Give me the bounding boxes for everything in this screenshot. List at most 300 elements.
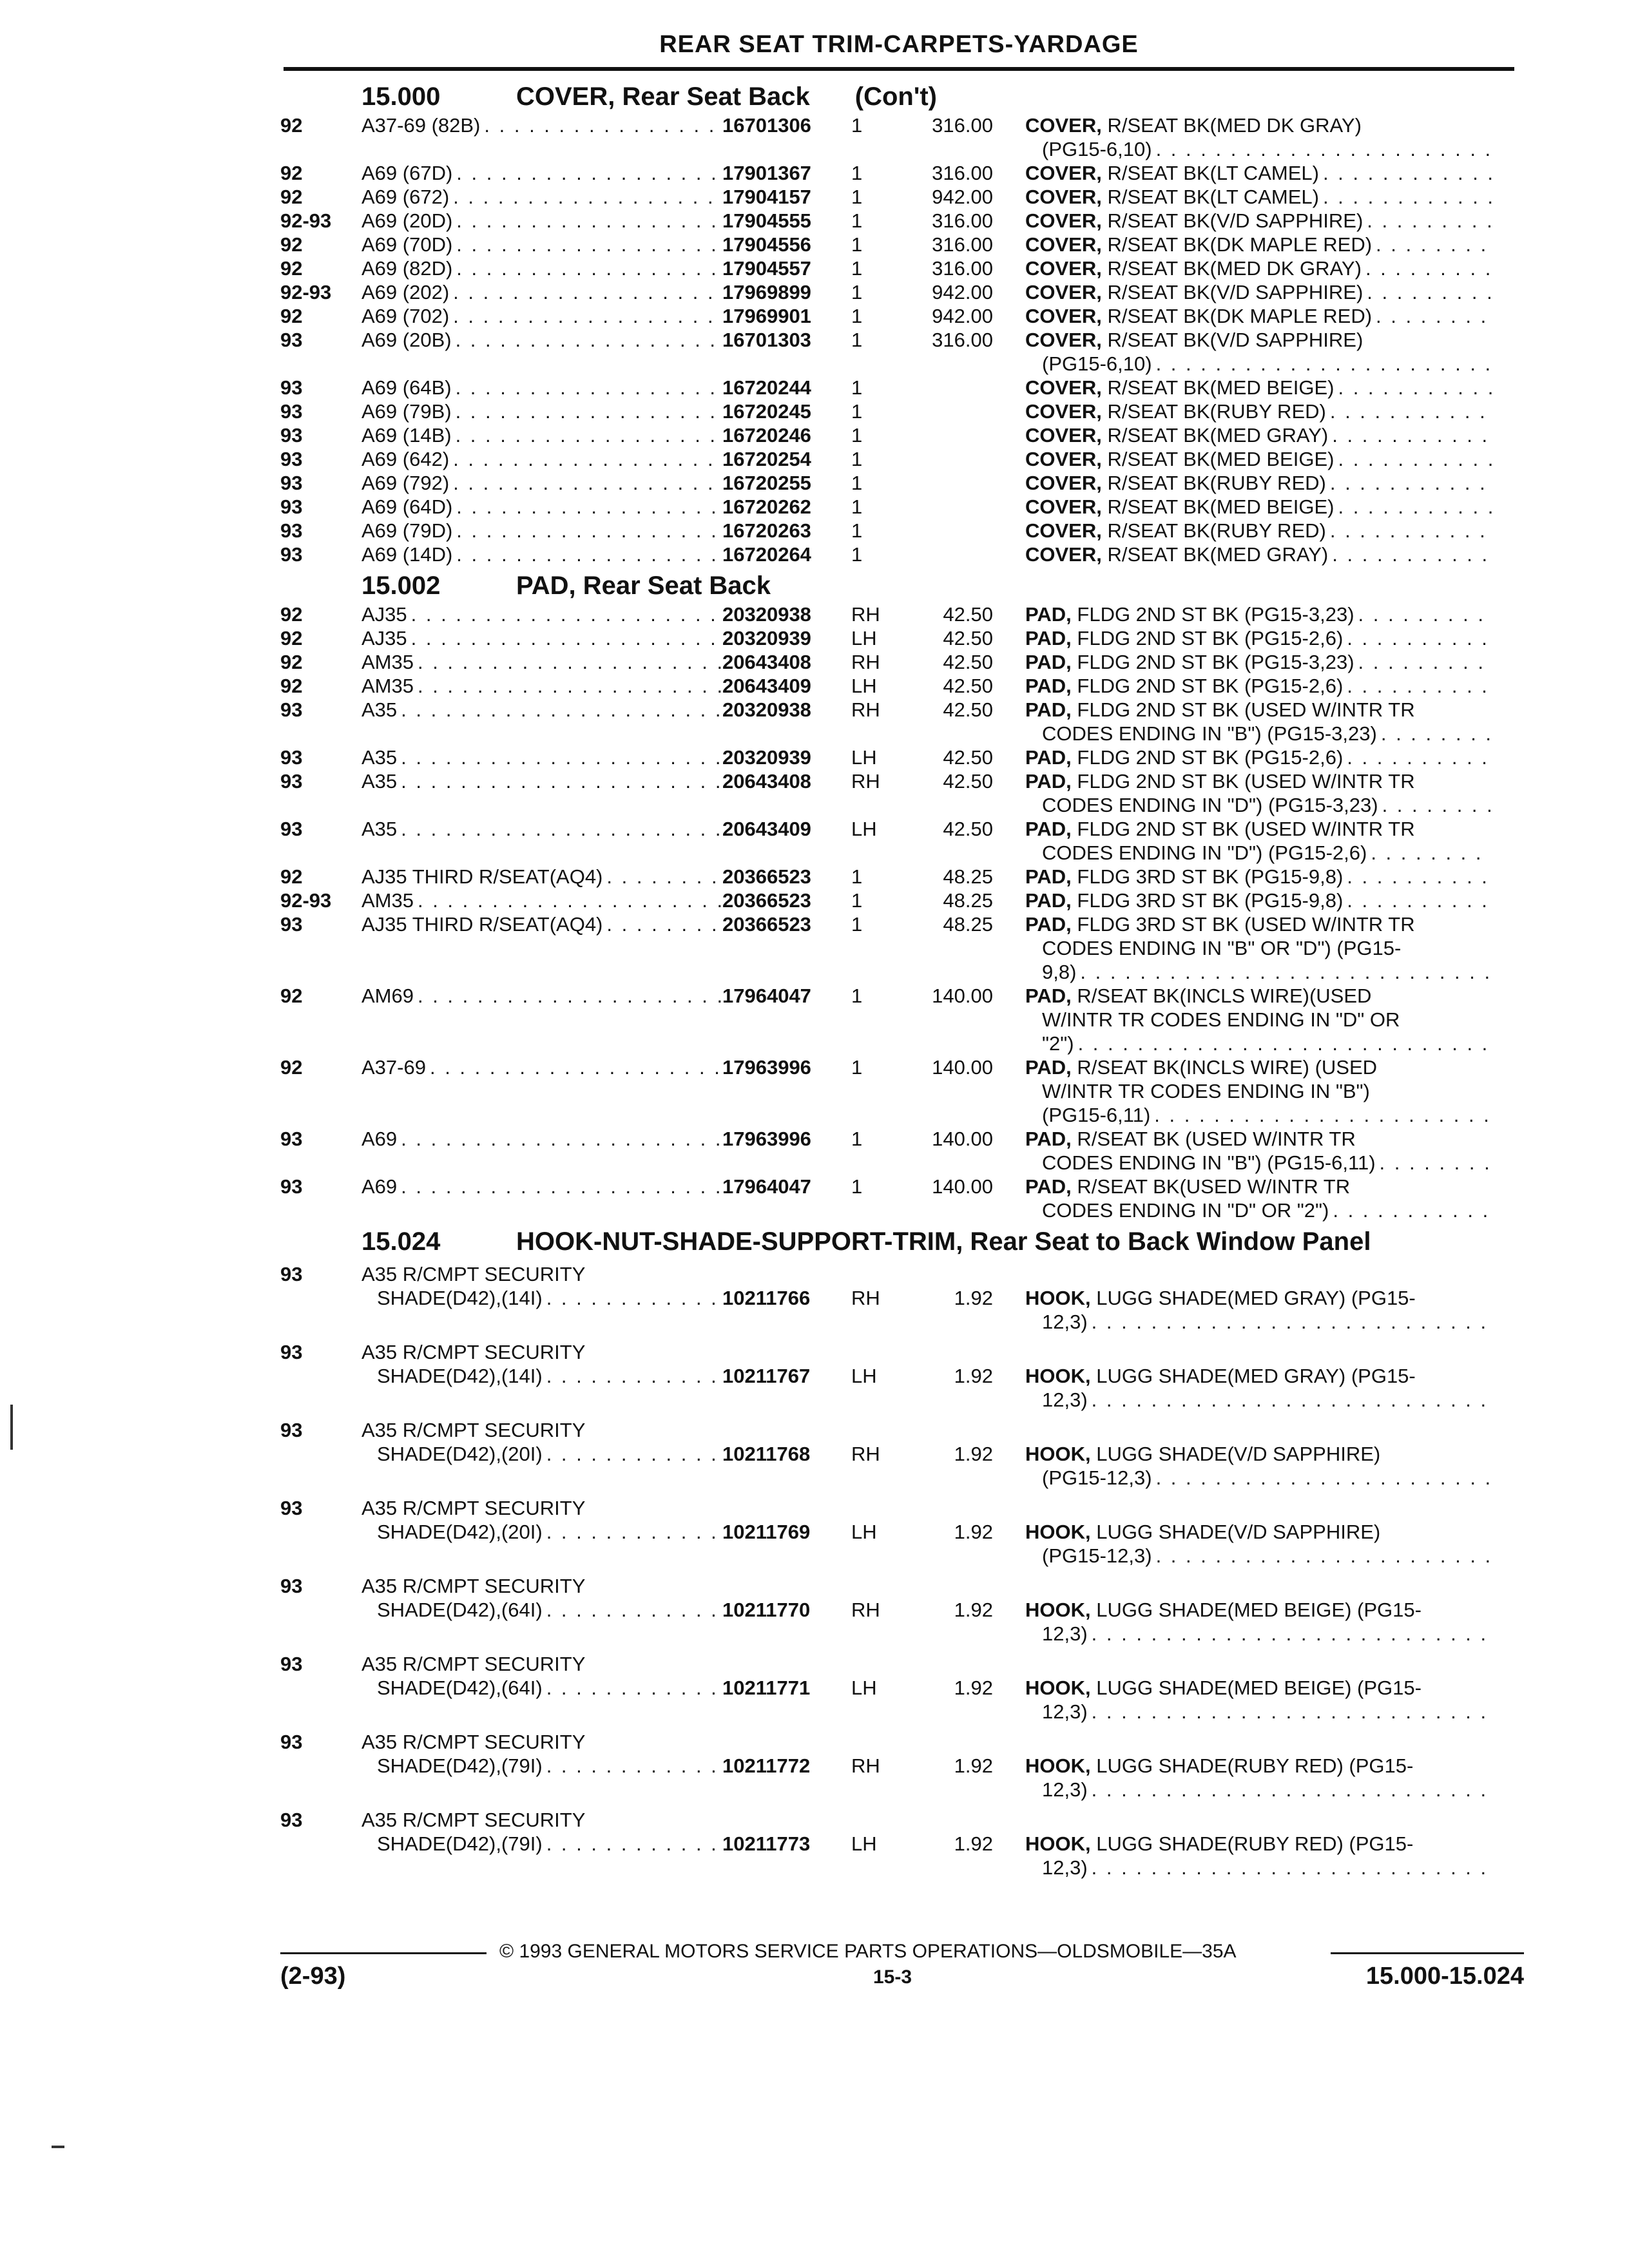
description-text: CODES ENDING IN "B" OR "D") (PG15- (1042, 937, 1402, 959)
description (1025, 674, 1492, 698)
part-number: 16701303 (722, 329, 811, 351)
table-row (280, 161, 1524, 185)
description-line (1025, 328, 1492, 352)
dot-leader (449, 304, 722, 328)
description (1025, 1175, 1492, 1222)
quantity: 1 (851, 472, 863, 494)
description-text: FLDG 2ND ST BK (PG15-2,6) (1077, 627, 1344, 649)
part-number: 17964047 (722, 1175, 811, 1198)
quantity: RH (851, 651, 880, 673)
quantity: 1 (851, 519, 863, 542)
description-line (1025, 984, 1492, 1008)
description-noun: HOOK, (1025, 1521, 1091, 1543)
description-noun: PAD, (1025, 627, 1072, 649)
body-line (361, 1598, 738, 1622)
model-year: 92-93 (280, 281, 332, 303)
table-row (280, 495, 1524, 519)
body-text: A69 (82D) (361, 257, 453, 280)
description-noun: COVER, (1025, 209, 1102, 232)
body-style (361, 209, 722, 233)
table-row (280, 745, 1524, 769)
section-number: 15.002 (361, 572, 441, 600)
body-style (361, 161, 722, 185)
body-style (361, 1055, 722, 1079)
dot-leader (1152, 1544, 1492, 1568)
dot-leader (452, 423, 722, 447)
body-text: A35 R/CMPT SECURITY (361, 1809, 586, 1831)
quantity: 1 (851, 913, 863, 936)
price: 1.92 (954, 1677, 993, 1699)
description (1025, 280, 1492, 304)
part-number: 16720244 (722, 376, 811, 399)
body-line (361, 912, 722, 936)
body-text: A35 R/CMPT SECURITY (361, 1263, 586, 1285)
body-text: A35 (361, 746, 398, 769)
dot-leader (407, 602, 722, 626)
section-title-wrap (516, 82, 1524, 111)
table-row (280, 423, 1524, 447)
dot-leader (480, 113, 722, 137)
part-number: 16720263 (722, 519, 811, 542)
body-text: SHADE(D42),(14I) (377, 1287, 543, 1309)
part-number: 17969901 (722, 305, 811, 327)
description-noun: HOOK, (1025, 1365, 1091, 1387)
description-line (1025, 674, 1492, 698)
body-style (361, 447, 722, 471)
body-text: SHADE(D42),(79I) (377, 1754, 543, 1777)
body-text: A69 (64D) (361, 495, 453, 518)
price: 140.00 (932, 985, 993, 1007)
part-number: 16720262 (722, 495, 811, 518)
dot-leader (1088, 1778, 1492, 1802)
body-line (361, 399, 722, 423)
description-line (1025, 889, 1492, 912)
description-text: FLDG 2ND ST BK (USED W/INTR TR (1077, 818, 1415, 840)
description-line (1025, 1079, 1492, 1103)
table-row (280, 280, 1524, 304)
dot-leader (543, 1754, 738, 1778)
quantity: RH (851, 1599, 880, 1621)
part-number: 20643408 (722, 770, 811, 793)
part-number: 16720245 (722, 400, 811, 423)
description (1025, 447, 1492, 471)
body-style (361, 698, 722, 722)
description (1025, 519, 1492, 543)
model-year: 93 (280, 1263, 303, 1285)
description-text: R/SEAT BK (USED W/INTR TR (1077, 1128, 1356, 1150)
body-text: A35 R/CMPT SECURITY (361, 1731, 586, 1753)
description-line (1025, 793, 1492, 817)
description-text: R/SEAT BK(LT CAMEL) (1107, 186, 1319, 208)
body-text: A35 R/CMPT SECURITY (361, 1653, 586, 1675)
description-line (1025, 698, 1492, 722)
dot-leader (543, 1442, 738, 1466)
table-row (280, 399, 1524, 423)
description-noun: HOOK, (1025, 1599, 1091, 1621)
dot-leader (1076, 960, 1492, 984)
dot-leader (449, 447, 722, 471)
description (1025, 698, 1492, 745)
description (1025, 113, 1492, 161)
description-text: LUGG SHADE(MED GRAY) (PG15- (1096, 1365, 1416, 1387)
description-line (1025, 841, 1492, 865)
dot-leader (1150, 1103, 1492, 1127)
part-number: 10211773 (722, 1832, 811, 1855)
description-text: CODES ENDING IN "D") (PG15-2,6) (1042, 841, 1367, 864)
description-line (1025, 602, 1492, 626)
body-style (361, 1496, 722, 1544)
dot-leader (452, 161, 722, 185)
description-line (1025, 376, 1492, 399)
body-text: A35 R/CMPT SECURITY (361, 1419, 586, 1441)
dot-leader (1088, 1856, 1492, 1879)
part-number: 20320939 (722, 746, 811, 769)
quantity: LH (851, 818, 877, 840)
description-line (1025, 1310, 1492, 1334)
part-number: 20643409 (722, 818, 811, 840)
quantity: 1 (851, 543, 863, 566)
description-text: R/SEAT BK(INCLS WIRE)(USED (1077, 985, 1372, 1007)
description-text: R/SEAT BK(MED BEIGE) (1107, 448, 1335, 470)
description-line (1025, 471, 1492, 495)
description-noun: COVER, (1025, 305, 1102, 327)
body-text: SHADE(D42),(79I) (377, 1832, 543, 1855)
body-style (361, 304, 722, 328)
part-number: 16720246 (722, 424, 811, 447)
body-line (361, 1055, 722, 1079)
quantity: 1 (851, 865, 863, 888)
description (1025, 602, 1492, 626)
description (1025, 1127, 1492, 1175)
description-text: (PG15-6,10) (1042, 352, 1152, 375)
body-style (361, 1175, 722, 1198)
description-text: CODES ENDING IN "B") (PG15-6,11) (1042, 1151, 1376, 1174)
page-header (284, 28, 1514, 71)
part-number: 16720264 (722, 543, 811, 566)
body-line (361, 1262, 722, 1286)
table-row (280, 1496, 1524, 1568)
description (1025, 423, 1492, 447)
body-line (361, 233, 722, 256)
description-text: R/SEAT BK(USED W/INTR TR (1077, 1175, 1351, 1198)
description-line (1025, 960, 1492, 984)
model-year: 93 (280, 495, 303, 518)
dot-leader (407, 626, 722, 650)
description-noun: COVER, (1025, 495, 1102, 518)
description-text: R/SEAT BK(RUBY RED) (1107, 519, 1326, 542)
description-line (1025, 1175, 1492, 1198)
dot-leader (1088, 1388, 1492, 1412)
part-number: 10211767 (722, 1365, 811, 1387)
body-text: A69 (642) (361, 448, 450, 470)
scan-mark (10, 1405, 13, 1450)
description-noun: PAD, (1025, 675, 1072, 697)
body-text: A69 (702) (361, 305, 450, 327)
description-text: FLDG 2ND ST BK (USED W/INTR TR (1077, 770, 1415, 793)
description-line (1025, 209, 1492, 233)
body-line (361, 1754, 738, 1778)
description-line (1025, 912, 1492, 936)
dot-leader (426, 1055, 722, 1079)
body-style (361, 543, 722, 566)
model-year: 93 (280, 1341, 303, 1363)
description-noun: COVER, (1025, 281, 1102, 303)
model-year: 93 (280, 1653, 303, 1675)
body-style (361, 745, 722, 769)
dot-leader (1343, 745, 1492, 769)
description-noun: COVER, (1025, 233, 1102, 256)
quantity: RH (851, 770, 880, 793)
body-style (361, 769, 722, 793)
description (1025, 817, 1492, 865)
body-line (361, 889, 722, 912)
body-line (361, 1340, 722, 1364)
description-noun: HOOK, (1025, 1754, 1091, 1777)
table-row (280, 209, 1524, 233)
table-row (280, 1175, 1524, 1222)
description-text: FLDG 2ND ST BK (PG15-3,23) (1077, 603, 1354, 626)
dot-leader (1152, 352, 1492, 376)
description (1025, 471, 1492, 495)
description-line (1025, 352, 1492, 376)
description (1025, 769, 1492, 817)
body-text: SHADE(D42),(64I) (377, 1677, 543, 1699)
price: 316.00 (932, 233, 993, 256)
section-title-wrap (516, 1227, 1524, 1256)
section-title: HOOK-NUT-SHADE-SUPPORT-TRIM, Rear Seat to Back Window Panel (516, 1227, 1371, 1256)
body-line (361, 817, 722, 841)
description (1025, 1055, 1492, 1127)
description-text: R/SEAT BK(MED BEIGE) (1107, 495, 1335, 518)
price: 140.00 (932, 1056, 993, 1079)
section-heading (280, 1227, 1524, 1256)
description (1025, 889, 1492, 912)
body-text: A69 (672) (361, 186, 450, 208)
description (1025, 399, 1492, 423)
price: 140.00 (932, 1175, 993, 1198)
price: 316.00 (932, 329, 993, 351)
quantity: RH (851, 1754, 880, 1777)
description-line (1025, 1700, 1492, 1724)
description-text: R/SEAT BK(INCLS WIRE) (USED (1077, 1056, 1378, 1079)
dot-leader (1152, 1466, 1492, 1490)
description-text: R/SEAT BK(DK MAPLE RED) (1107, 233, 1373, 256)
model-year: 93 (280, 329, 303, 351)
description-noun: PAD, (1025, 603, 1072, 626)
body-line (361, 256, 722, 280)
body-text: AJ35 THIRD R/SEAT(AQ4) (361, 913, 603, 936)
description (1025, 865, 1492, 889)
dot-leader (397, 698, 722, 722)
body-style (361, 1652, 722, 1700)
price: 1.92 (954, 1754, 993, 1777)
dot-leader (1329, 1198, 1492, 1222)
body-style (361, 185, 722, 209)
description-line (1025, 1856, 1492, 1879)
price: 1.92 (954, 1365, 993, 1387)
description-text: 12,3) (1042, 1389, 1088, 1411)
price: 48.25 (943, 889, 993, 912)
part-number: 16701306 (722, 114, 811, 137)
part-number: 16720254 (722, 448, 811, 470)
description (1025, 495, 1492, 519)
dot-leader (1334, 376, 1492, 399)
quantity: RH (851, 603, 880, 626)
description-noun: PAD, (1025, 865, 1072, 888)
price: 942.00 (932, 305, 993, 327)
dot-leader (452, 328, 722, 352)
description-noun: COVER, (1025, 472, 1102, 494)
quantity: 1 (851, 1175, 863, 1198)
description-noun: COVER, (1025, 543, 1102, 566)
quantity: RH (851, 1443, 880, 1465)
body-line (361, 113, 722, 137)
description-text: (PG15-12,3) (1042, 1466, 1152, 1489)
description-noun: PAD, (1025, 913, 1072, 936)
body-style (361, 1340, 722, 1388)
description-noun: COVER, (1025, 424, 1102, 447)
body-text: AM35 (361, 889, 414, 912)
description (1025, 1832, 1492, 1879)
description-text: FLDG 2ND ST BK (PG15-3,23) (1077, 651, 1354, 673)
part-number: 17969899 (722, 281, 811, 303)
body-line (361, 626, 722, 650)
description-text: FLDG 2ND ST BK (PG15-2,6) (1077, 675, 1344, 697)
body-text: A69 (792) (361, 472, 450, 494)
part-number: 20643409 (722, 675, 811, 697)
quantity: LH (851, 746, 877, 769)
section-heading (280, 572, 1524, 600)
body-text: AM35 (361, 651, 414, 673)
model-year: 93 (280, 746, 303, 769)
parts-list (280, 77, 1524, 1879)
part-number: 20320938 (722, 603, 811, 626)
description (1025, 233, 1492, 256)
description (1025, 984, 1492, 1055)
description-line (1025, 1055, 1492, 1079)
body-text: A69 (14D) (361, 543, 453, 566)
description-line (1025, 304, 1492, 328)
dot-leader (452, 543, 722, 566)
description-text: R/SEAT BK(V/D SAPPHIRE) (1107, 209, 1364, 232)
dot-leader (543, 1286, 738, 1310)
body-style (361, 256, 722, 280)
body-text: AM35 (361, 675, 414, 697)
quantity: 1 (851, 305, 863, 327)
quantity: 1 (851, 985, 863, 1007)
model-year: 93 (280, 1419, 303, 1441)
body-text: A69 (361, 1128, 398, 1150)
model-year: 93 (280, 1128, 303, 1150)
section-number: 15.024 (361, 1227, 441, 1256)
quantity: LH (851, 675, 877, 697)
dot-leader (1326, 399, 1492, 423)
body-text: A69 (202) (361, 281, 450, 303)
dot-leader (1372, 304, 1492, 328)
quantity: 1 (851, 329, 863, 351)
description-text: (PG15-12,3) (1042, 1544, 1152, 1567)
description-line (1025, 1778, 1492, 1802)
body-style (361, 889, 722, 912)
quantity: LH (851, 627, 877, 649)
footer-date-code: (2-93) (280, 1963, 346, 1990)
quantity: LH (851, 1832, 877, 1855)
price: 42.50 (943, 651, 993, 673)
table-row (280, 1730, 1524, 1802)
table-row (280, 769, 1524, 817)
model-year: 93 (280, 519, 303, 542)
footer-rule-left (280, 1952, 487, 1954)
description-noun: PAD, (1025, 1056, 1072, 1079)
description-text: FLDG 3RD ST BK (USED W/INTR TR (1077, 913, 1415, 936)
quantity: RH (851, 698, 880, 721)
body-style (361, 1127, 722, 1151)
price: 942.00 (932, 186, 993, 208)
table-row (280, 1574, 1524, 1646)
body-style (361, 984, 722, 1008)
dot-leader (1326, 471, 1492, 495)
dot-leader (1363, 280, 1492, 304)
body-text: A35 R/CMPT SECURITY (361, 1575, 586, 1597)
description-line (1025, 769, 1492, 793)
body-line (361, 984, 722, 1008)
body-text: SHADE(D42),(20I) (377, 1443, 543, 1465)
table-row (280, 471, 1524, 495)
dot-leader (1319, 161, 1492, 185)
price: 316.00 (932, 257, 993, 280)
dot-leader (1376, 1151, 1492, 1175)
price: 42.50 (943, 698, 993, 721)
description (1025, 376, 1492, 399)
description-noun: PAD, (1025, 698, 1072, 721)
body-text: SHADE(D42),(64I) (377, 1599, 543, 1621)
description-noun: PAD, (1025, 746, 1072, 769)
description-line (1025, 495, 1492, 519)
description-line (1025, 447, 1492, 471)
dot-leader (1088, 1622, 1492, 1646)
body-style (361, 1574, 722, 1622)
part-number: 10211770 (722, 1599, 811, 1621)
table-row (280, 626, 1524, 650)
body-style (361, 674, 722, 698)
body-line (361, 602, 722, 626)
part-number: 20366523 (722, 865, 811, 888)
model-year: 92 (280, 305, 303, 327)
body-text: SHADE(D42),(14I) (377, 1365, 543, 1387)
dot-leader (449, 185, 722, 209)
body-style (361, 399, 722, 423)
dot-leader (1367, 841, 1492, 865)
description-line (1025, 1832, 1492, 1856)
body-text: A69 (20D) (361, 209, 453, 232)
model-year: 93 (280, 698, 303, 721)
description-text: R/SEAT BK(RUBY RED) (1107, 472, 1326, 494)
model-year: 92 (280, 1056, 303, 1079)
table-row (280, 376, 1524, 399)
footer-page-number: 15-3 (873, 1966, 912, 1988)
description-line (1025, 256, 1492, 280)
body-line (361, 209, 722, 233)
body-text: SHADE(D42),(20I) (377, 1521, 543, 1543)
body-line (361, 1442, 738, 1466)
description-line (1025, 1103, 1492, 1127)
body-style (361, 865, 722, 889)
table-row (280, 698, 1524, 745)
description-text: 12,3) (1042, 1856, 1088, 1879)
model-year: 92 (280, 233, 303, 256)
body-line (361, 1808, 722, 1832)
body-style (361, 817, 722, 841)
